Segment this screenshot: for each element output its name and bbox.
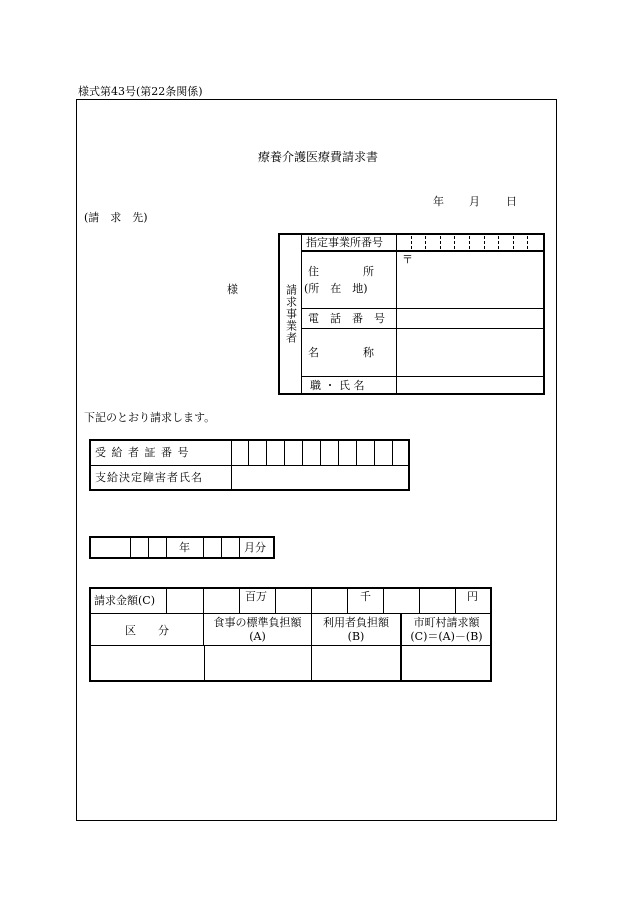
user-burden-header-line1: 利用者負担額: [323, 615, 389, 629]
municipal-claim-cell[interactable]: [403, 647, 490, 680]
cert-number-label: 受 給 者 証 番 号: [95, 446, 190, 459]
cert-number-field[interactable]: [232, 441, 408, 464]
meal-cost-cell[interactable]: [205, 647, 310, 680]
unit-yen-label: 円: [467, 590, 478, 603]
office-number-field[interactable]: [398, 235, 543, 250]
user-burden-header-line2: (B): [347, 629, 365, 643]
address-label: 住 所: [308, 265, 374, 278]
office-number-label: 指定事業所番号: [306, 236, 383, 249]
meal-cost-header-line1: 食事の標準負担額: [213, 615, 302, 629]
municipal-claim-header-line1: 市町村請求額: [413, 615, 480, 629]
municipal-claim-header: [402, 614, 491, 645]
address-field[interactable]: [398, 252, 543, 307]
municipal-claim-header-line2: (C)＝(A)－(B): [410, 629, 483, 643]
recipient-name-field[interactable]: [232, 466, 408, 489]
address-sub-label: (所 在 地): [304, 282, 368, 295]
date-year-label: 年: [433, 195, 444, 208]
claimant-side-label: 請求事業者: [284, 284, 298, 344]
date-day-label: 日: [506, 195, 517, 208]
meal-cost-header-line2: (A): [249, 629, 266, 643]
period-year-label: 年: [179, 541, 190, 554]
period-month-label: 月分: [244, 541, 266, 554]
phone-field[interactable]: [398, 310, 543, 327]
postal-mark: 〒: [402, 253, 413, 266]
title-name-field[interactable]: [398, 378, 543, 393]
addressee-suffix: 様: [227, 283, 238, 296]
name-label: 名 称: [308, 346, 374, 359]
claim-statement: 下記のとおり請求します。: [84, 411, 216, 424]
category-cell[interactable]: [91, 647, 203, 680]
claim-amount-label: 請求金額(C): [94, 594, 155, 607]
document-title: 療養介護医療費請求書: [258, 150, 379, 164]
name-field[interactable]: [398, 330, 543, 375]
meal-cost-header: [204, 614, 311, 645]
unit-million-label: 百万: [245, 590, 267, 603]
unit-thousand-label: 千: [360, 590, 371, 603]
claim-amount-field[interactable]: [167, 589, 490, 612]
form-number: 様式第43号(第22条関係): [78, 85, 203, 98]
category-header: 区 分: [125, 624, 169, 637]
user-burden-cell[interactable]: [312, 647, 399, 680]
user-burden-header: [312, 614, 400, 645]
phone-label: 電 話 番 号: [308, 312, 385, 325]
addressee-label: (請 求 先): [84, 211, 148, 224]
title-name-label: 職 ・ 氏 名: [310, 379, 365, 392]
recipient-name-label: 支給決定障害者氏名: [95, 471, 203, 484]
date-month-label: 月: [469, 195, 480, 208]
